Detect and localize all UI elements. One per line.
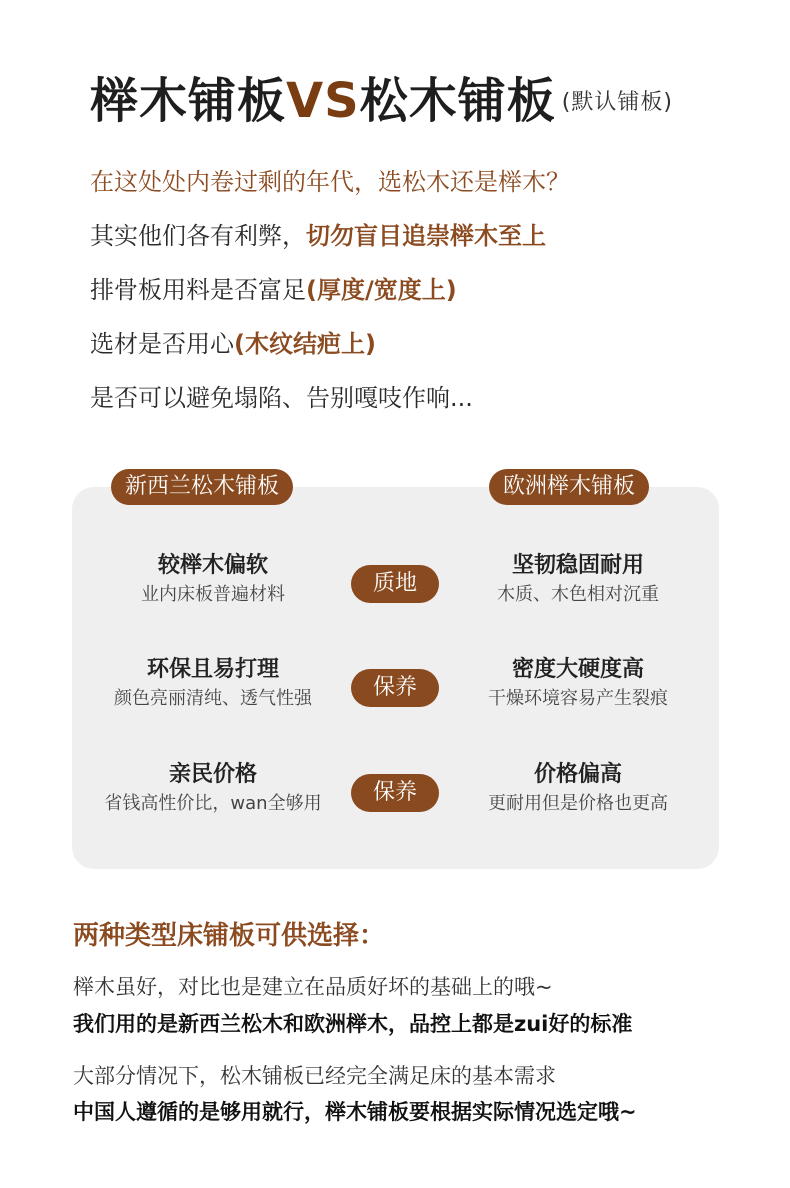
pine-desc: 省钱高性价比，wan全够用 (104, 793, 322, 814)
category-badge: 保养 (351, 669, 439, 707)
beech-desc: 更耐用但是价格也更高 (488, 793, 668, 814)
comparison-row (72, 760, 719, 830)
summary-paragraph-2: 我们用的是新西兰松木和欧洲榉木，品控上都是zui好的标准 (73, 1012, 633, 1036)
beech-desc: 干燥环境容易产生裂痕 (488, 688, 668, 709)
category-badge: 保养 (351, 774, 439, 812)
beech-head: 密度大硬度高 (511, 657, 644, 682)
pine-head: 环保且易打理 (146, 657, 279, 682)
intro-block (90, 160, 570, 430)
title-beech: 榉木铺板 (90, 73, 287, 129)
intro-line-5: 是否可以避免塌陷、告别嘎吱作响... (90, 384, 473, 412)
page-title (90, 62, 673, 131)
comparison-row (72, 551, 719, 621)
beech-cell (437, 655, 719, 713)
pine-cell (72, 760, 354, 818)
pine-head: 亲民价格 (168, 762, 257, 787)
pine-head: 较榉木偏软 (157, 553, 268, 578)
intro-line-4: 选材是否用心(木纹结疤上) (90, 330, 376, 358)
intro-line-1: 在这处处内卷过剩的年代，选松木还是榉木？ (90, 168, 570, 196)
intro-line-3: 排骨板用料是否富足(厚度/宽度上) (90, 276, 457, 304)
beech-head: 坚韧稳固耐用 (511, 553, 644, 578)
title-default-note: (默认铺板) (561, 90, 673, 115)
summary-paragraph-4: 中国人遵循的是够用就行，榉木铺板要根据实际情况选定哦~ (73, 1100, 637, 1124)
beech-head: 价格偏高 (533, 762, 622, 787)
pine-desc: 业内床板普遍材料 (141, 584, 285, 605)
title-vs: VS (286, 73, 360, 129)
beech-cell (437, 551, 719, 609)
summary-title: 两种类型床铺板可供选择： (73, 921, 386, 951)
comparison-row (72, 655, 719, 725)
beech-cell (437, 760, 719, 818)
category-badge: 质地 (351, 565, 439, 603)
intro-line-2: 其实他们各有利弊，切勿盲目追崇榉木至上 (90, 222, 546, 250)
pine-desc: 颜色亮丽清纯、透气性强 (114, 688, 312, 709)
pine-label-badge: 新西兰松木铺板 (111, 469, 293, 505)
beech-desc: 木质、木色相对沉重 (497, 584, 659, 605)
summary-paragraph-1: 榉木虽好，对比也是建立在品质好坏的基础上的哦~ (73, 975, 553, 999)
pine-cell (72, 551, 354, 609)
beech-label-badge: 欧洲榉木铺板 (489, 469, 649, 505)
summary-paragraph-3: 大部分情况下，松木铺板已经完全满足床的基本需求 (73, 1064, 556, 1088)
pine-cell (72, 655, 354, 713)
title-pine: 松木铺板 (359, 73, 556, 129)
